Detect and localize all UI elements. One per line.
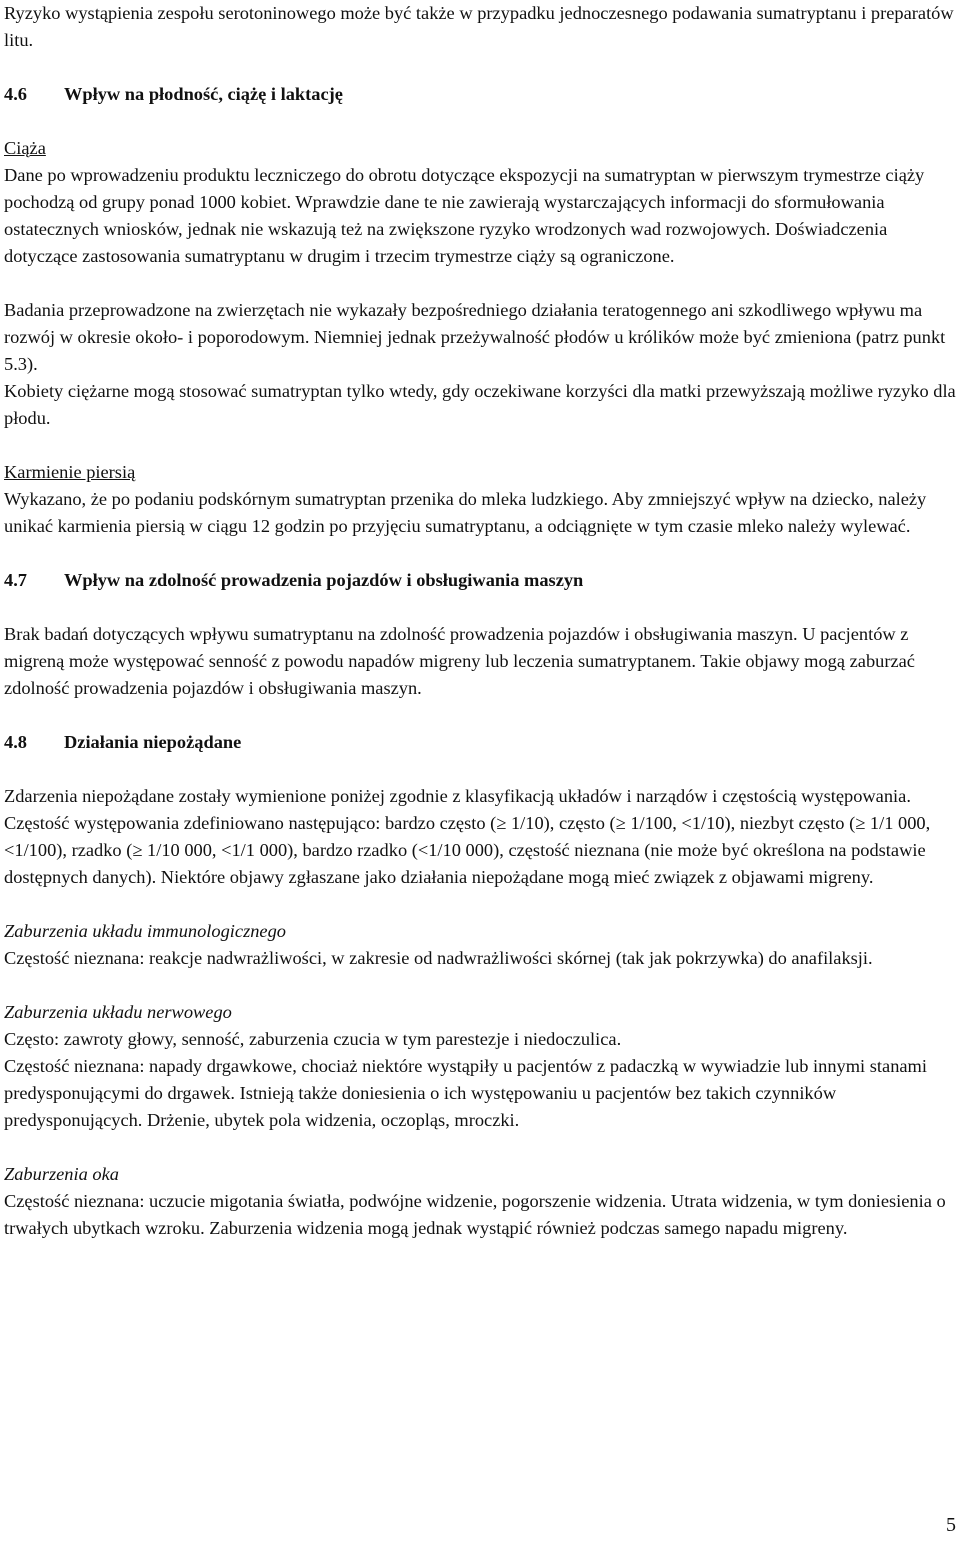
adverse-paragraph-1: Zdarzenia niepożądane zostały wymienione poniżej zgodnie z klasyfikacją układów i narządów i częstością występowania. <box>4 786 911 806</box>
immune-heading: Zaburzenia układu immunologicznego <box>4 921 286 941</box>
pregnancy-paragraph-1: Dane po wprowadzeniu produktu leczniczego do obrotu dotyczące ekspozycji na sumatryptan w pierwszym trymestrze ciąży pochodzą od grupy ponad 1000 kobiet. Wprawdzie dane te nie zawierają wystarczających informacji do sformułowania ostatecznych wniosków, jednak nie wskazują też na zwiększone ryzyko wrodzonych wad rozwojowych. Doświadczenia dotyczące zastosowania sumatryptanu w drugim i trzecim trymestrze ciąży są ograniczone. <box>4 165 925 266</box>
section-number: 4.8 <box>4 732 27 752</box>
section-title: Wpływ na zdolność prowadzenia pojazdów i obsługiwania maszyn <box>64 570 584 590</box>
intro-paragraph: Ryzyko wystąpienia zespołu serotoninowego może być także w przypadku jednoczesnego podawania sumatryptanu i preparatów litu. <box>4 3 954 50</box>
driving-paragraph: Brak badań dotyczących wpływu sumatryptanu na zdolność prowadzenia pojazdów i obsługiwania maszyn. U pacjentów z migreną może występować senność z powodu napadów migreny lub leczenia sumatryptanem. Takie objawy mogą zaburzać zdolność prowadzenia pojazdów i obsługiwania maszyn. <box>4 624 915 698</box>
section-number: 4.6 <box>4 84 27 104</box>
breastfeeding-paragraph: Wykazano, że po podaniu podskórnym sumatryptan przenika do mleka ludzkiego. Aby zmniejszyć wpływ na dziecko, należy unikać karmienia piersią w ciągu 12 godzin po przyjęciu sumatryptanu, a odciągnięte w tym czasie mleko należy wylewać. <box>4 489 927 536</box>
pregnancy-heading: Ciąża <box>4 138 46 158</box>
section-title: Działania niepożądane <box>64 732 242 752</box>
eye-heading: Zaburzenia oka <box>4 1164 119 1184</box>
section-4-7-heading <box>4 567 956 594</box>
adverse-paragraph-2: Częstość występowania zdefiniowano następująco: bardzo często (≥ 1/10), często (≥ 1/100, <1/10), niezbyt często (≥ 1/1 000, <1/100), rzadko (≥ 1/10 000, <1/1 000), bardzo rzadko (<1/10 000), częstość nieznana (nie może być określona na podstawie dostępnych danych). Niektóre objawy zgłaszane jako działania niepożądane mogą mieć związek z objawami migreny. <box>4 813 931 887</box>
nervous-paragraph-2: Częstość nieznana: napady drgawkowe, chociaż niektóre wystąpiły u pacjentów z padaczką w wywiadzie lub innymi stanami predysponującymi do drgawek. Istnieją także doniesienia o ich występowaniu u pacjentów bez takich czynników predysponujących. Drżenie, ubytek pola widzenia, oczopląs, mroczki. <box>4 1056 927 1130</box>
pregnancy-paragraph-2: Badania przeprowadzone na zwierzętach nie wykazały bezpośredniego działania teratogennego ani szkodliwego wpływu ma rozwój w okresie około- i poporodowym. Niemniej jednak przeżywalność płodów u królików może być zmieniona (patrz punkt 5.3). <box>4 300 946 374</box>
immune-paragraph: Częstość nieznana: reakcje nadwrażliwości, w zakresie od nadwrażliwości skórnej (tak jak pokrzywka) do anafilaksji. <box>4 948 873 968</box>
pregnancy-paragraph-3: Kobiety ciężarne mogą stosować sumatryptan tylko wtedy, gdy oczekiwane korzyści dla matki przewyższają możliwe ryzyko dla płodu. <box>4 381 956 428</box>
nervous-heading: Zaburzenia układu nerwowego <box>4 1002 232 1022</box>
section-title: Wpływ na płodność, ciążę i laktację <box>64 84 343 104</box>
breastfeeding-heading: Karmienie piersią <box>4 462 136 482</box>
nervous-paragraph-1: Często: zawroty głowy, senność, zaburzenia czucia w tym parestezje i niedoczulica. <box>4 1029 622 1049</box>
eye-paragraph: Częstość nieznana: uczucie migotania światła, podwójne widzenie, pogorszenie widzenia. Utrata widzenia, w tym doniesienia o trwałych ubytkach wzroku. Zaburzenia widzenia mogą jednak wystąpić również podczas samego napadu migreny. <box>4 1191 946 1238</box>
section-4-8-heading <box>4 729 956 756</box>
section-4-6-heading <box>4 81 956 108</box>
section-number: 4.7 <box>4 570 27 590</box>
page-number: 5 <box>946 1514 956 1536</box>
document-page <box>4 0 956 1242</box>
